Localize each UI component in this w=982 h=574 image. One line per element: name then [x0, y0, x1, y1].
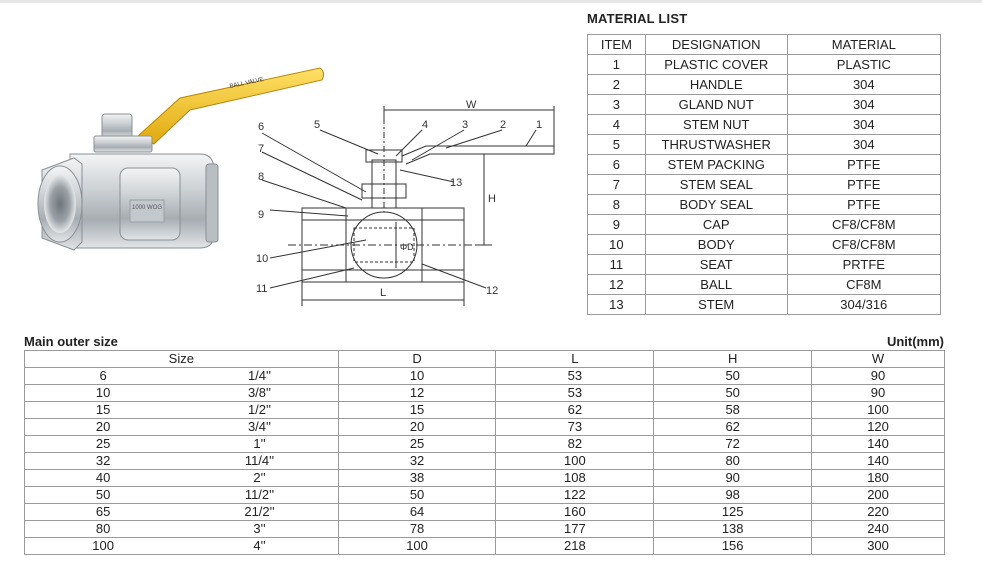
handle-text: BALL VALVE — [229, 76, 265, 90]
outer-size-cell: 62 — [496, 402, 654, 419]
outer-size-cell: 15 — [338, 402, 496, 419]
outer-size-cell: 10 — [25, 385, 182, 402]
outer-size-cell: 72 — [654, 436, 812, 453]
material-list-row — [588, 95, 941, 115]
material-list-cell: BODY SEAL — [645, 195, 787, 215]
outer-size-cell: 78 — [338, 521, 496, 538]
valve-cross-section-drawing — [236, 100, 566, 320]
material-list-header: MATERIAL — [787, 35, 940, 55]
outer-size-row — [25, 368, 945, 385]
outer-size-cell: 200 — [812, 487, 945, 504]
outer-size-cell: 90 — [654, 470, 812, 487]
outer-size-cell: 100 — [338, 538, 496, 555]
outer-size-cell: 20 — [338, 419, 496, 436]
outer-size-cell: 11/2'' — [181, 487, 338, 504]
part-number-10: 10 — [256, 253, 269, 265]
material-list-row — [588, 75, 941, 95]
material-list-cell: 3 — [588, 95, 646, 115]
part-number-8: 8 — [258, 171, 265, 183]
outer-size-cell: 21/2'' — [181, 504, 338, 521]
outer-size-row — [25, 504, 945, 521]
outer-size-cell: 156 — [654, 538, 812, 555]
outer-size-cell: 82 — [496, 436, 654, 453]
material-list-cell: 10 — [588, 235, 646, 255]
outer-size-row — [25, 470, 945, 487]
outer-size-cell: 40 — [25, 470, 182, 487]
outer-size-row — [25, 487, 945, 504]
outer-size-cell: 12 — [338, 385, 496, 402]
outer-size-cell: 140 — [812, 453, 945, 470]
outer-size-cell: 1'' — [181, 436, 338, 453]
material-list-row — [588, 275, 941, 295]
outer-size-header: D — [338, 351, 496, 368]
material-list-cell: PTFE — [787, 155, 940, 175]
main-outer-size-table — [24, 350, 945, 555]
part-number-11: 11 — [256, 283, 268, 295]
main-outer-size-title: Main outer size — [24, 334, 118, 349]
outer-size-cell: 2'' — [181, 470, 338, 487]
material-list-cell: GLAND NUT — [645, 95, 787, 115]
outer-size-header: W — [812, 351, 945, 368]
outer-size-cell: 177 — [496, 521, 654, 538]
part-number-5: 5 — [314, 119, 321, 131]
material-list-header: DESIGNATION — [645, 35, 787, 55]
outer-size-cell: 15 — [25, 402, 182, 419]
material-list-cell: 304 — [787, 75, 940, 95]
outer-size-cell: 50 — [25, 487, 182, 504]
outer-size-cell: 73 — [496, 419, 654, 436]
material-list-cell: STEM SEAL — [645, 175, 787, 195]
part-number-12: 12 — [486, 285, 499, 297]
outer-size-cell: 80 — [654, 453, 812, 470]
outer-size-cell: 108 — [496, 470, 654, 487]
top-divider — [0, 0, 982, 3]
outer-size-cell: 53 — [496, 368, 654, 385]
material-list-cell: 2 — [588, 75, 646, 95]
material-list-cell: CF8/CF8M — [787, 215, 940, 235]
material-list-row — [588, 235, 941, 255]
outer-size-cell: 50 — [654, 385, 812, 402]
outer-size-cell: 122 — [496, 487, 654, 504]
material-list-header: ITEM — [588, 35, 646, 55]
outer-size-cell: 25 — [338, 436, 496, 453]
outer-size-cell: 38 — [338, 470, 496, 487]
material-list-cell: PLASTIC — [787, 55, 940, 75]
material-list-row — [588, 195, 941, 215]
outer-size-cell: 90 — [812, 385, 945, 402]
outer-size-cell: 3/4'' — [181, 419, 338, 436]
material-list-cell: 6 — [588, 155, 646, 175]
part-number-1: 1 — [536, 119, 543, 131]
outer-size-cell: 125 — [654, 504, 812, 521]
outer-size-row — [25, 453, 945, 470]
outer-size-cell: 100 — [812, 402, 945, 419]
material-list-cell: STEM NUT — [645, 115, 787, 135]
outer-size-cell: 62 — [654, 419, 812, 436]
outer-size-cell: 160 — [496, 504, 654, 521]
material-list-cell: PTFE — [787, 195, 940, 215]
material-list-cell: PRTFE — [787, 255, 940, 275]
outer-size-cell: 25 — [25, 436, 182, 453]
outer-size-cell: 11/4'' — [181, 453, 338, 470]
outer-size-row — [25, 436, 945, 453]
part-number-4: 4 — [422, 119, 429, 131]
outer-size-cell: 240 — [812, 521, 945, 538]
outer-size-cell: 65 — [25, 504, 182, 521]
material-list-cell: 304 — [787, 135, 940, 155]
part-number-9: 9 — [258, 209, 265, 221]
material-list-cell: 5 — [588, 135, 646, 155]
material-list-cell: 7 — [588, 175, 646, 195]
dimension-label-l: L — [380, 287, 387, 299]
material-list-row — [588, 175, 941, 195]
material-list-cell: CF8M — [787, 275, 940, 295]
outer-size-cell: 300 — [812, 538, 945, 555]
outer-size-header: Size — [25, 351, 339, 368]
material-list-cell: 12 — [588, 275, 646, 295]
outer-size-cell: 20 — [25, 419, 182, 436]
material-list-cell: THRUSTWASHER — [645, 135, 787, 155]
part-number-6: 6 — [258, 121, 265, 133]
outer-size-cell: 220 — [812, 504, 945, 521]
dimension-label-h: H — [488, 193, 496, 205]
outer-size-cell: 6 — [25, 368, 182, 385]
outer-size-cell: 53 — [496, 385, 654, 402]
material-list-cell: PTFE — [787, 175, 940, 195]
outer-size-cell: 3/8'' — [181, 385, 338, 402]
part-number-13: 13 — [450, 177, 463, 189]
material-list-cell: STEM PACKING — [645, 155, 787, 175]
outer-size-cell: 58 — [654, 402, 812, 419]
material-list-row — [588, 135, 941, 155]
material-list-row — [588, 155, 941, 175]
material-list-cell: BODY — [645, 235, 787, 255]
material-list-table — [587, 34, 941, 315]
outer-size-cell: 10 — [338, 368, 496, 385]
material-list-cell: 9 — [588, 215, 646, 235]
material-list-cell: PLASTIC COVER — [645, 55, 787, 75]
unit-label: Unit(mm) — [886, 334, 944, 349]
outer-size-cell: 50 — [654, 368, 812, 385]
outer-size-cell: 1/2'' — [181, 402, 338, 419]
material-list-row — [588, 215, 941, 235]
material-list-row — [588, 115, 941, 135]
outer-size-cell: 120 — [812, 419, 945, 436]
material-list-row — [588, 295, 941, 315]
outer-size-row — [25, 402, 945, 419]
outer-size-row — [25, 385, 945, 402]
outer-size-cell: 1/4'' — [181, 368, 338, 385]
outer-size-cell: 3'' — [181, 521, 338, 538]
material-list-cell: 304 — [787, 95, 940, 115]
outer-size-row — [25, 538, 945, 555]
dimension-label-d: ΦD — [400, 242, 414, 252]
material-list-title: MATERIAL LIST — [587, 11, 688, 26]
body-text: 1000 WOG — [131, 205, 163, 211]
part-number-3: 3 — [462, 119, 469, 131]
outer-size-cell: 218 — [496, 538, 654, 555]
part-number-2: 2 — [500, 119, 507, 131]
outer-size-row — [25, 419, 945, 436]
outer-size-cell: 100 — [496, 453, 654, 470]
material-list-cell: CAP — [645, 215, 787, 235]
material-list-cell: 13 — [588, 295, 646, 315]
material-list-cell: 8 — [588, 195, 646, 215]
outer-size-cell: 50 — [338, 487, 496, 504]
material-list-cell: CF8/CF8M — [787, 235, 940, 255]
dimension-label-w: W — [466, 100, 477, 111]
material-list-cell: 304 — [787, 115, 940, 135]
outer-size-cell: 4'' — [181, 538, 338, 555]
outer-size-cell: 32 — [338, 453, 496, 470]
outer-size-cell: 100 — [25, 538, 182, 555]
outer-size-row — [25, 521, 945, 538]
outer-size-cell: 32 — [25, 453, 182, 470]
outer-size-cell: 64 — [338, 504, 496, 521]
material-list-cell: 11 — [588, 255, 646, 275]
material-list-cell: BALL — [645, 275, 787, 295]
outer-size-cell: 140 — [812, 436, 945, 453]
material-list-cell: SEAT — [645, 255, 787, 275]
part-number-7: 7 — [258, 143, 265, 155]
outer-size-cell: 98 — [654, 487, 812, 504]
outer-size-header: H — [654, 351, 812, 368]
outer-size-cell: 180 — [812, 470, 945, 487]
material-list-cell: 1 — [588, 55, 646, 75]
outer-size-cell: 90 — [812, 368, 945, 385]
outer-size-cell: 138 — [654, 521, 812, 538]
material-list-cell: HANDLE — [645, 75, 787, 95]
outer-size-cell: 80 — [25, 521, 182, 538]
material-list-row — [588, 55, 941, 75]
material-list-cell: STEM — [645, 295, 787, 315]
material-list-cell: 4 — [588, 115, 646, 135]
material-list-row — [588, 255, 941, 275]
material-list-cell: 304/316 — [787, 295, 940, 315]
outer-size-header: L — [496, 351, 654, 368]
